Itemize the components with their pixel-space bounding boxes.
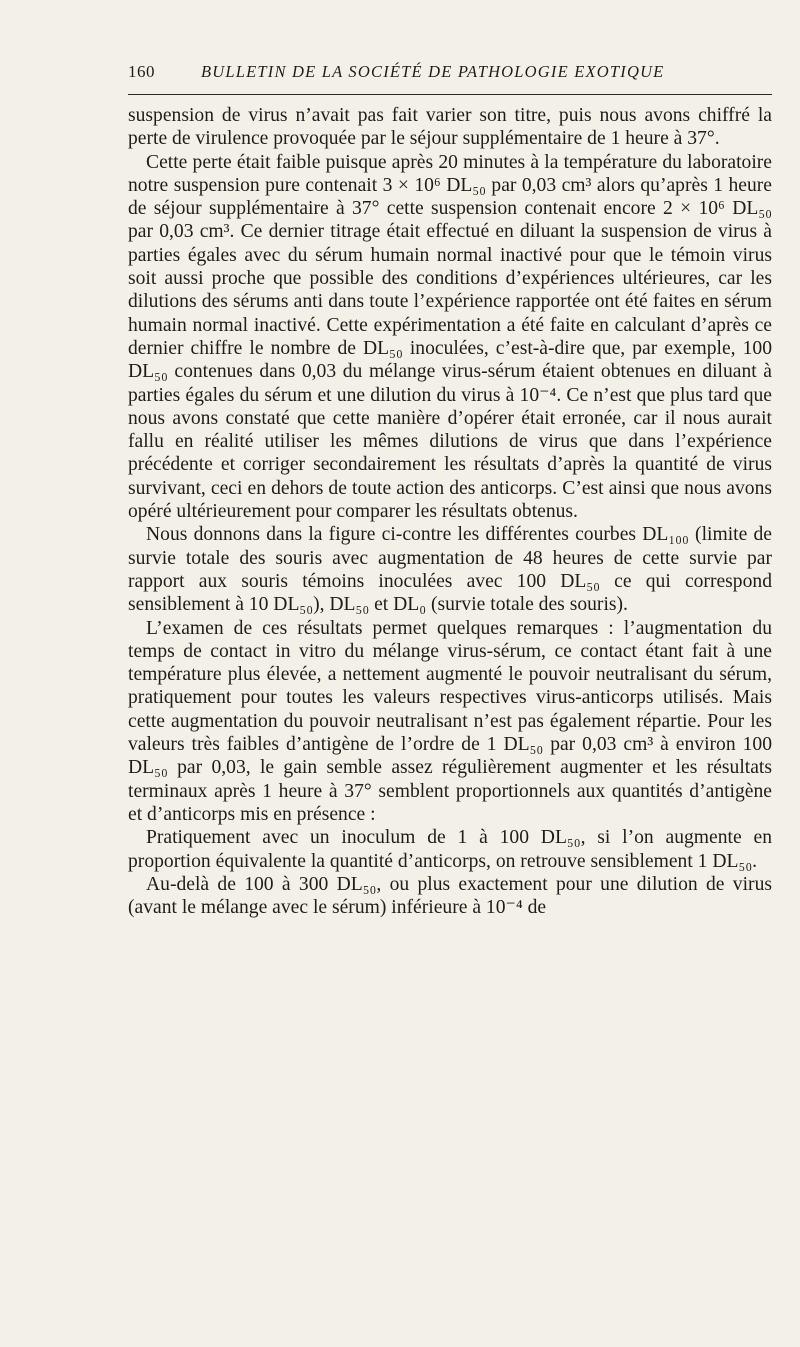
paragraph-5: Pratiquement avec un inoculum de 1 à 100 DL₅₀, si l’on augmente en proportion équivalente la quantité d’anticorps, on retrouve sensiblement 1 DL₅₀. (128, 827, 772, 872)
paragraph-2: Cette perte était faible puisque après 20 minutes à la température du laboratoire notre suspension pure contenait 3 × 10⁶ DL₅₀ par 0,03 cm³ alors qu’après 1 heure de séjour supplémentaire à 37° cette suspension contenait encore 2 × 10⁶ DL₅₀ par 0,03 cm³. Ce dernier titrage était effectué en diluant la suspension de virus à parties égales avec du sérum humain normal inactivé pour que le témoin virus soit aussi proche que possible des conditions d’expériences ultérieures, car les dilutions des sérums anti dans toute l’expérience rapportée ont été faites en sérum humain normal inactivé. Cette expérimentation a été faite en calculant d’après ce dernier chiffre le nombre de DL₅₀ inoculées, c’est-à-dire que, par exemple, 100 DL₅₀ contenues dans 0,03 du mélange virus-sérum étaient obtenues en diluant à parties égales du sérum et une dilution du virus à 10⁻⁴. Ce n’est que plus tard que nous avons constaté que cette manière d’opérer était erronée, car il nous aurait fallu en réalité utiliser les mêmes dilutions de virus que dans l’expérience précédente et corriger secondairement les résultats d’après la quantité de virus survivant, ceci en dehors de toute action des anticorps. C’est ainsi que nous avons opéré ultérieurement pour comparer les résultats obtenus. (128, 151, 772, 523)
paragraph-6: Au-delà de 100 à 300 DL₅₀, ou plus exactement pour une dilution de virus (avant le mélange avec le sérum) inférieure à 10⁻⁴ de (128, 873, 772, 919)
paragraph-3: Nous donnons dans la figure ci-contre les différentes courbes DL₁₀₀ (limite de survie totale des souris avec augmentation de 48 heures de cette survie par rapport aux souris témoins inoculées avec 100 DL₅₀ ce qui correspond sensiblement à 10 DL₅₀), DL₅₀ et DL₀ (survie totale des souris). (128, 524, 772, 616)
page-number: 160 (128, 62, 155, 81)
running-header (128, 62, 772, 92)
body-text (128, 104, 772, 919)
paragraph-4: L’examen de ces résultats permet quelques remarques : l’augmentation du temps de contact in vitro du mélange virus-sérum, ce contact étant fait à une température plus élevée, a nettement augmenté le pouvoir neutralisant du sérum, pratiquement pour toutes les valeurs respectives virus-anticorps utilisés. Mais cette augmentation du pouvoir neutralisant n’est pas également répartie. Pour les valeurs très faibles d’antigène de l’ordre de 1 DL₅₀ par 0,03 cm³ à environ 100 DL₅₀ par 0,03, le gain semble assez régulièrement augmenter et les résultats terminaux après 1 heure à 37° semblent proportionnels aux quantités d’antigène et d’anticorps mis en présence : (128, 617, 772, 825)
header-rule (128, 94, 772, 95)
paragraph-1: suspension de virus n’avait pas fait varier son titre, puis nous avons chiffré la perte de virulence provoquée par le séjour supplémentaire de 1 heure à 37°. (128, 105, 772, 150)
running-title: BULLETIN DE LA SOCIÉTÉ DE PATHOLOGIE EXOTIQUE (201, 62, 665, 81)
